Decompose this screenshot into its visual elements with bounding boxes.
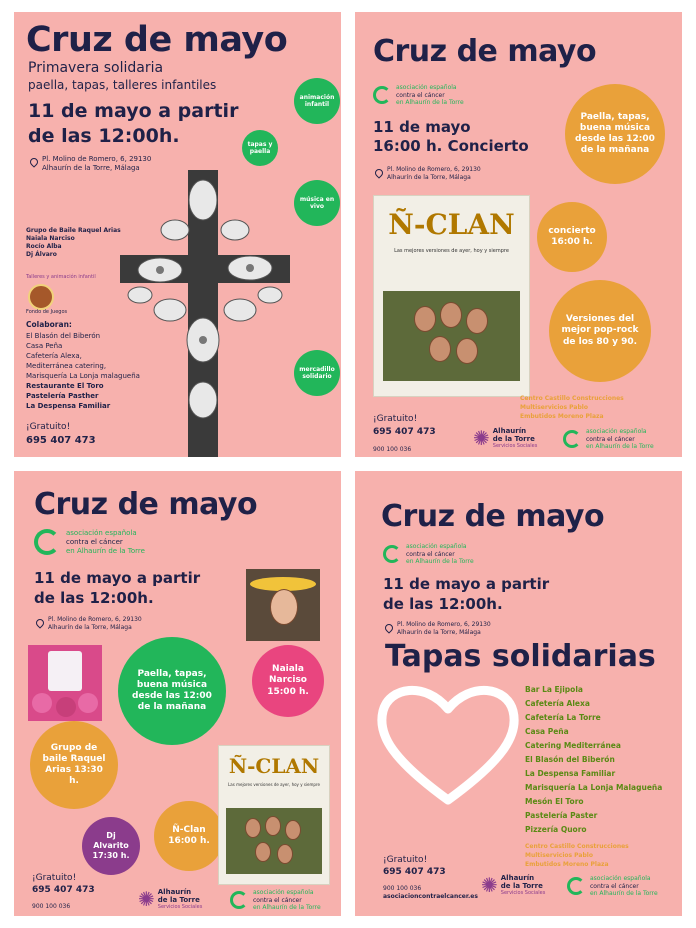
- event-date-line-2: de las 12:00h.: [383, 595, 503, 613]
- aecc-line-2: contra el cáncer: [406, 550, 455, 558]
- alhaurin-line-1: Alhaurín: [492, 426, 527, 435]
- free-label: ¡Gratuito!: [373, 414, 418, 424]
- tapas-place-9: Mesón El Toro: [525, 797, 584, 806]
- poster-3: [14, 471, 341, 916]
- aecc-line-3: en Alhaurín de la Torre: [586, 443, 654, 450]
- phone-number: 695 407 473: [26, 435, 96, 446]
- aecc-line-3: en Alhaurín de la Torre: [396, 99, 464, 106]
- activity-circle-animation: animación infantil: [294, 78, 340, 124]
- collaborator-3: Cafetería Alexa,: [26, 352, 82, 360]
- alhaurin-line-2: de la Torre: [157, 896, 200, 904]
- event-date-line-2: de las 12:00h.: [28, 125, 180, 147]
- alhaurin-star-icon: ✺: [473, 426, 490, 450]
- performer-2: Naiala Narciso: [26, 235, 75, 242]
- phone-number: 695 407 473: [373, 427, 436, 437]
- aecc-line-3: en Alhaurín de la Torre: [406, 558, 474, 565]
- aecc-line-2: contra el cáncer: [66, 537, 123, 546]
- aecc-logo: [383, 543, 474, 566]
- alhaurin-star-icon: ✺: [481, 873, 498, 897]
- aecc-ring-icon: [373, 86, 391, 104]
- info-circle-paella: Paella, tapas, buena música desde las 12:00 de la mañana: [565, 84, 665, 184]
- nclan-band-photo: [373, 195, 530, 397]
- band-member: [456, 338, 478, 364]
- collaborator-6: Restaurante El Toro: [26, 382, 104, 390]
- sponsor-1: Centro Castillo Construcciones: [525, 843, 629, 850]
- tapas-place-8: Marisquería La Lonja Malagueña: [525, 783, 663, 792]
- aecc-line-1: asociación española: [66, 529, 137, 537]
- poster-1: [14, 12, 341, 457]
- location-pin-icon: [373, 167, 384, 178]
- band-member: [414, 306, 436, 332]
- band-member: [429, 336, 451, 362]
- info-circle-dance-group: Grupo de baile Raquel Arias 13:30 h.: [30, 721, 118, 809]
- tapas-heading: Tapas solidarias: [385, 639, 656, 674]
- poster-title: Cruz de mayo: [26, 20, 288, 60]
- poster-2: [355, 12, 682, 457]
- band-member: [285, 820, 301, 840]
- alhaurin-line-3: Servicios Sociales: [157, 904, 203, 911]
- event-date-line-2: 16:00 h. Concierto: [373, 137, 529, 155]
- flower-cross-illustration: [100, 160, 310, 457]
- aecc-line-1: asociación española: [586, 428, 647, 435]
- activity-circle-tapas: tapas y paella: [242, 130, 278, 166]
- phone-number-2: 900 100 036: [373, 446, 412, 453]
- activity-circle-market: mercadillo solidario: [294, 350, 340, 396]
- dance-group-photo: [28, 645, 102, 721]
- rose: [78, 693, 98, 713]
- poster-subtitle-2: paella, tapas, talleres infantiles: [28, 78, 217, 92]
- event-date-line-1: 11 de mayo: [373, 118, 471, 136]
- location-pin-icon: [383, 622, 394, 633]
- tapas-place-5: Catering Mediterránea: [525, 741, 621, 750]
- aecc-logo-footer: [563, 428, 654, 451]
- band-member: [245, 818, 261, 838]
- aecc-logo-footer: [567, 875, 658, 898]
- performer-4: Dj Álvaro: [26, 251, 57, 258]
- tapas-place-11: Pizzería Quoro: [525, 825, 587, 834]
- alhaurin-line-3: Servicios Sociales: [492, 443, 538, 450]
- address-line-1: Pl. Molino de Romero, 6, 29130: [42, 155, 152, 163]
- sponsor-1: Centro Castillo Construcciones: [520, 395, 624, 402]
- poster-4: [355, 471, 682, 916]
- alhaurin-line-2: de la Torre: [492, 435, 535, 443]
- phone-number: 695 407 473: [383, 867, 446, 877]
- tapas-place-10: Pastelería Paster: [525, 811, 598, 820]
- performer-1: Grupo de Baile Raquel Arias: [26, 227, 121, 234]
- info-circle-versions: Versiones del mejor pop-rock de los 80 y 90.: [549, 280, 651, 382]
- info-circle-concert: concierto 16:00 h.: [537, 202, 607, 272]
- band-member: [255, 842, 271, 862]
- sponsor-3: Embutidos Moreno Plaza: [525, 861, 609, 868]
- phone-number: 695 407 473: [32, 885, 95, 895]
- games-badge-icon: [28, 284, 54, 310]
- alhaurin-logo: [481, 873, 545, 897]
- event-date-line-1: 11 de mayo a partir: [34, 569, 201, 587]
- aecc-ring-icon: [230, 891, 248, 909]
- address-line-2: Alhaurín de la Torre, Málaga: [48, 624, 132, 631]
- aecc-line-1: asociación española: [590, 875, 651, 882]
- alhaurin-line-1: Alhaurín: [157, 887, 192, 896]
- aecc-logo: [373, 84, 464, 107]
- info-circle-nclan: Ñ-Clan 16:00 h.: [154, 801, 224, 871]
- rose: [32, 693, 52, 713]
- free-label: ¡Gratuito!: [26, 422, 71, 432]
- address-line-2: Alhaurín de la Torre, Málaga: [387, 174, 471, 181]
- website: asociacioncontraelcancer.es: [383, 893, 478, 900]
- alhaurin-star-icon: ✺: [138, 887, 155, 911]
- naiala-photo: [246, 569, 320, 641]
- tapas-place-2: Cafetería Alexa: [525, 699, 590, 708]
- collaborator-8: La Despensa Familiar: [26, 402, 111, 410]
- location-pin-icon: [34, 617, 45, 628]
- collaborator-7: Pastelería Pasther: [26, 392, 99, 400]
- poster-title: Cruz de mayo: [34, 487, 258, 522]
- nclan-band-photo: [218, 745, 330, 885]
- poster-title: Cruz de mayo: [373, 34, 597, 69]
- alhaurin-logo: [138, 887, 202, 911]
- aecc-line-2: contra el cáncer: [590, 882, 639, 890]
- tapas-place-7: La Despensa Familiar: [525, 769, 616, 778]
- aecc-logo: [34, 529, 145, 555]
- heart-icon: [373, 675, 523, 810]
- phone-number-2: 900 100 036: [383, 885, 422, 892]
- aecc-line-1: asociación española: [396, 84, 457, 91]
- aecc-ring-icon: [567, 877, 585, 895]
- collaborator-2: Casa Peña: [26, 342, 63, 350]
- tapas-place-3: Cafetería La Torre: [525, 713, 601, 722]
- phone-number-2: 900 100 036: [32, 903, 71, 910]
- info-circle-paella: Paella, tapas, buena música desde las 12:00 de la mañana: [118, 637, 226, 745]
- free-label: ¡Gratuito!: [383, 855, 428, 865]
- sponsor-2: Multiservicios Pablo: [520, 404, 588, 411]
- aecc-ring-icon: [383, 545, 401, 563]
- band-member: [466, 308, 488, 334]
- info-circle-naiala: Naiala Narciso 15:00 h.: [252, 645, 324, 717]
- nclan-tagline: Las mejores versiones de ayer, hoy y siempre: [394, 248, 509, 254]
- rose: [56, 697, 76, 717]
- event-date-line-1: 11 de mayo a partir: [28, 100, 239, 122]
- poster-title: Cruz de mayo: [381, 499, 605, 534]
- alhaurin-line-3: Servicios Sociales: [500, 890, 546, 897]
- band-member: [265, 816, 281, 836]
- free-label: ¡Gratuito!: [32, 873, 77, 883]
- nclan-tagline: Las mejores versiones de ayer, hoy y siempre: [228, 782, 320, 787]
- aecc-line-3: en Alhaurín de la Torre: [66, 546, 145, 555]
- aecc-line-2: contra el cáncer: [586, 435, 635, 443]
- tapas-place-6: El Blasón del Biberón: [525, 755, 615, 764]
- collaborator-1: El Blasón del Biberón: [26, 332, 101, 340]
- alhaurin-line-1: Alhaurín: [500, 873, 535, 882]
- event-date-line-2: de las 12:00h.: [34, 589, 154, 607]
- sponsor-2: Multiservicios Pablo: [525, 852, 593, 859]
- tapas-place-4: Casa Peña: [525, 727, 569, 736]
- aecc-line-3: en Alhaurín de la Torre: [253, 904, 321, 911]
- aecc-ring-icon: [563, 430, 581, 448]
- aecc-line-2: contra el cáncer: [396, 91, 445, 99]
- address-line-1: Pl. Molino de Romero, 6, 29130: [48, 616, 142, 623]
- collaborators-title: Colaboran:: [26, 320, 72, 329]
- tapas-place-1: Bar La Ejipola: [525, 685, 583, 694]
- address-line-2: Alhaurín de la Torre, Málaga: [397, 629, 481, 636]
- naiala-face: [270, 589, 298, 625]
- aecc-logo-footer: [230, 889, 321, 912]
- aecc-line-3: en Alhaurín de la Torre: [590, 890, 658, 897]
- sponsor-3: Embutidos Moreno Plaza: [520, 413, 604, 420]
- performer-3: Rocío Alba: [26, 243, 62, 250]
- nclan-logo: Ñ-CLAN: [228, 754, 320, 778]
- nclan-logo: Ñ-CLAN: [388, 208, 515, 241]
- games-badge-label: Fondo de Juegos: [26, 309, 68, 315]
- activity-circle-music: música en vivo: [294, 180, 340, 226]
- alhaurin-line-2: de la Torre: [500, 882, 543, 890]
- band-member: [277, 844, 293, 864]
- band-member: [440, 302, 462, 328]
- talleres-label: Talleres y animación infantil: [26, 274, 96, 280]
- aecc-line-1: asociación española: [253, 889, 314, 896]
- aecc-line-2: contra el cáncer: [253, 896, 302, 904]
- address-line-1: Pl. Molino de Romero, 6, 29130: [397, 621, 491, 628]
- aecc-line-1: asociación española: [406, 543, 467, 550]
- info-circle-dj: Dj Alvarito 17:30 h.: [82, 817, 140, 875]
- collaborator-4: Mediterránea catering,: [26, 362, 107, 370]
- location-pin-icon: [28, 156, 39, 167]
- event-date-line-1: 11 de mayo a partir: [383, 575, 550, 593]
- alhaurin-logo: [473, 426, 537, 450]
- collaborator-5: Marisquería La Lonja malagueña: [26, 372, 140, 380]
- poster-subtitle: Primavera solidaria: [28, 60, 164, 76]
- address-line-1: Pl. Molino de Romero, 6, 29130: [387, 166, 481, 173]
- dance-group-card: [48, 651, 82, 691]
- aecc-ring-icon: [34, 529, 60, 555]
- address-line-2: Alhaurín de la Torre, Málaga: [42, 164, 140, 172]
